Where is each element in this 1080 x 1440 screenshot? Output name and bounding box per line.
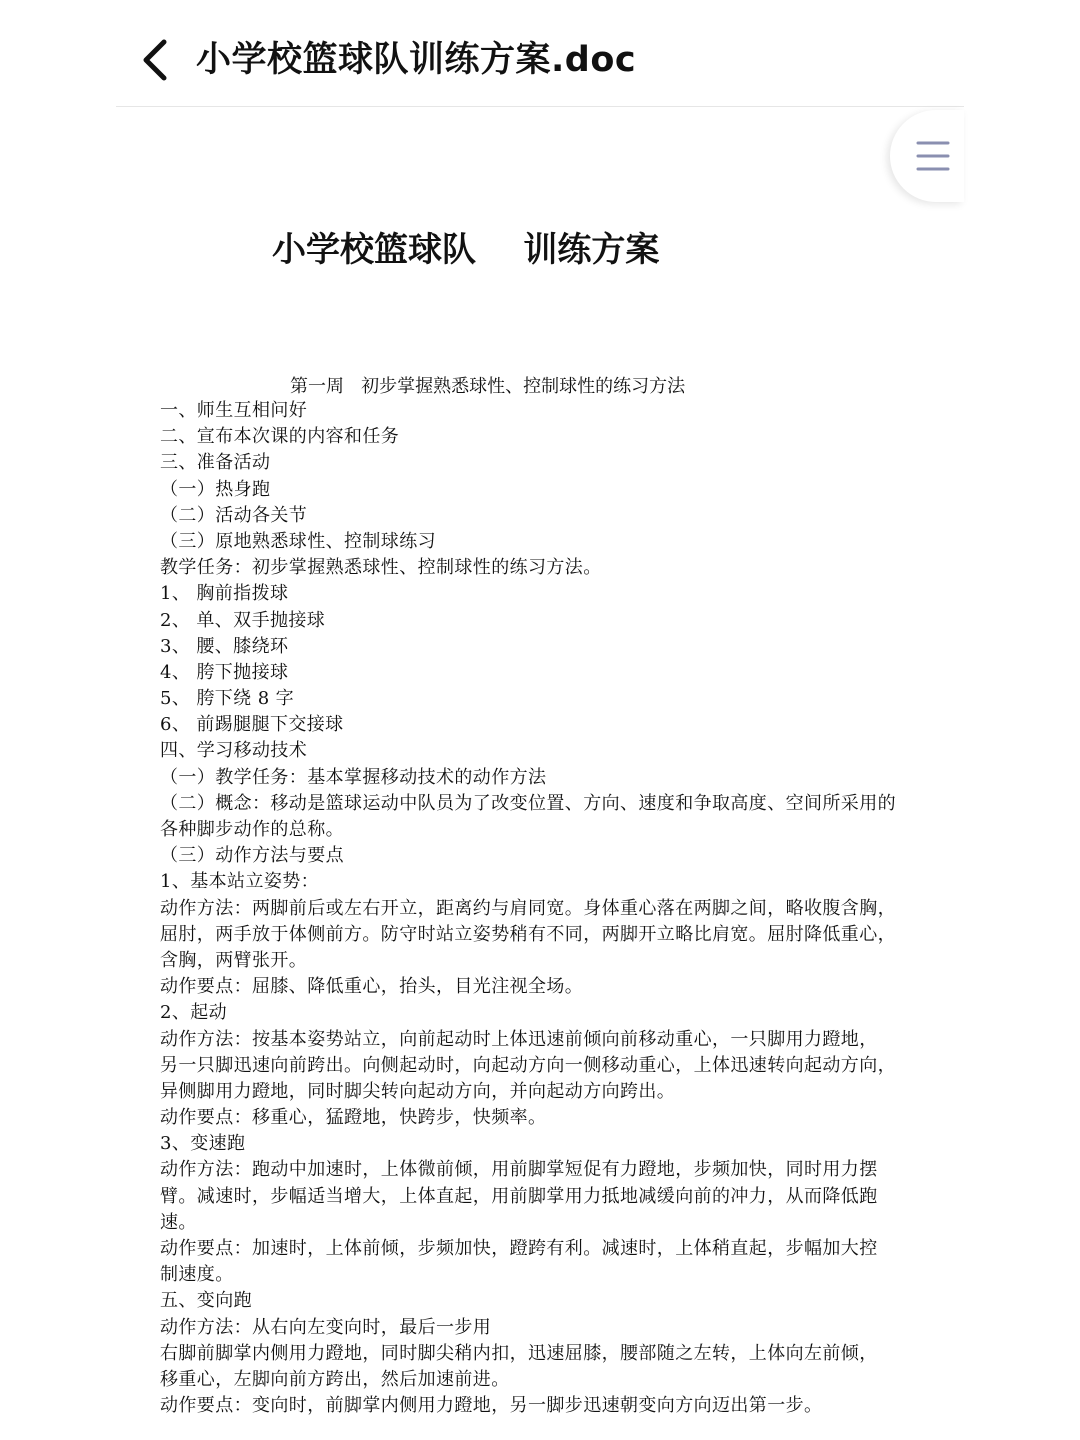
document-line: 动作要点：加速时，上体前倾，步频加快，蹬跨有利。减速时，上体稍直起，步幅加大控 (160, 1238, 878, 1259)
document-line: 臂。减速时，步幅适当增大，上体直起，用前脚掌用力抵地减缓向前的冲力，从而降低跑 (160, 1185, 878, 1207)
document-line: （二）活动各关节 (160, 504, 308, 526)
document-line: 四、学习移动技术 (160, 740, 308, 762)
document-line: 5、 胯下绕 8 字 (160, 688, 295, 710)
document-line: 动作方法：按基本姿势站立，向前起动时上体迅速前倾向前移动重心，一只脚用力蹬地， (160, 1028, 878, 1050)
document-line: 屈肘，两手放于体侧前方。防守时站立姿势稍有不同，两脚开立略比肩宽。屈肘降低重心， (160, 923, 896, 945)
document-line: 右脚前脚掌内侧用力蹬地，同时脚尖稍内扣，迅速屈膝，腰部随之左转，上体向左前倾， (160, 1342, 878, 1364)
back-button[interactable] (136, 36, 180, 84)
document-line: 速。 (160, 1211, 197, 1233)
document-line: 五、变向跑 (160, 1290, 252, 1312)
document-line: 制速度。 (160, 1264, 234, 1286)
document-line: （三）动作方法与要点 (160, 845, 344, 867)
document-line: 教学任务：初步掌握熟悉球性、控制球性的练习方法。 (160, 557, 602, 579)
document-line: 3、 腰、膝绕环 (160, 635, 289, 657)
document-line: 1、基本站立姿势： (160, 871, 320, 893)
document-line: 动作方法：从右向左变向时，最后一步用 (160, 1316, 492, 1338)
document-line: 各种脚步动作的总称。 (160, 819, 344, 840)
document-line: 2、 单、双手抛接球 (160, 609, 326, 631)
header-divider (116, 106, 964, 107)
document-title: 小学校篮球队 训练方案 (272, 230, 660, 270)
document-line: 动作要点：变向时，前脚掌内侧用力蹬地，另一脚步迅速朝变向方向迈出第一步。 (160, 1395, 823, 1417)
document-line: 3、变速跑 (160, 1133, 246, 1155)
hamburger-menu-icon (916, 140, 950, 172)
app-header (0, 0, 1080, 108)
document-line: 动作要点：屈膝、降低重心，抬头，目光注视全场。 (160, 976, 584, 998)
document-body (160, 398, 960, 1419)
document-line: （三）原地熟悉球性、控制球练习 (160, 530, 436, 552)
menu-button[interactable] (890, 110, 964, 202)
document-file-name: 小学校篮球队训练方案.doc (196, 40, 637, 80)
document-line: 一、师生互相问好 (160, 400, 308, 421)
document-line: 4、 胯下抛接球 (160, 661, 289, 683)
document-line: 动作方法：两脚前后或左右开立，距离约与肩同宽。身体重心落在两脚之间，略收腹含胸， (160, 897, 896, 919)
document-line: 2、起动 (160, 1002, 228, 1024)
document-line: 另一只脚迅速向前跨出。向侧起动时，向起动方向一侧移动重心，上体迅速转向起动方向， (160, 1054, 896, 1076)
chevron-left-icon (136, 36, 176, 84)
document-line: 移重心，左脚向前方跨出，然后加速前进。 (160, 1368, 510, 1390)
document-line: （一）热身跑 (160, 478, 271, 500)
document-line: 动作方法：跑动中加速时，上体微前倾，用前脚掌短促有力蹬地，步频加快，同时用力摆 (160, 1159, 878, 1181)
document-line: （二）概念：移动是篮球运动中队员为了改变位置、方向、速度和争取高度、空间所采用的 (160, 792, 896, 814)
document-line: 动作要点：移重心，猛蹬地，快跨步，快频率。 (160, 1107, 547, 1129)
document-line: 异侧脚用力蹬地，同时脚尖转向起动方向，并向起动方向跨出。 (160, 1080, 676, 1102)
document-line: 6、 前踢腿腿下交接球 (160, 714, 344, 736)
week-heading: 第一周 初步掌握熟悉球性、控制球性的练习方法 (290, 376, 686, 397)
document-line: 三、准备活动 (160, 452, 271, 474)
document-line: 含胸，两臂张开。 (160, 949, 308, 971)
document-line: （一）教学任务：基本掌握移动技术的动作方法 (160, 766, 547, 788)
document-line: 二、宣布本次课的内容和任务 (160, 426, 400, 448)
document-line: 1、 胸前指拨球 (160, 583, 289, 605)
